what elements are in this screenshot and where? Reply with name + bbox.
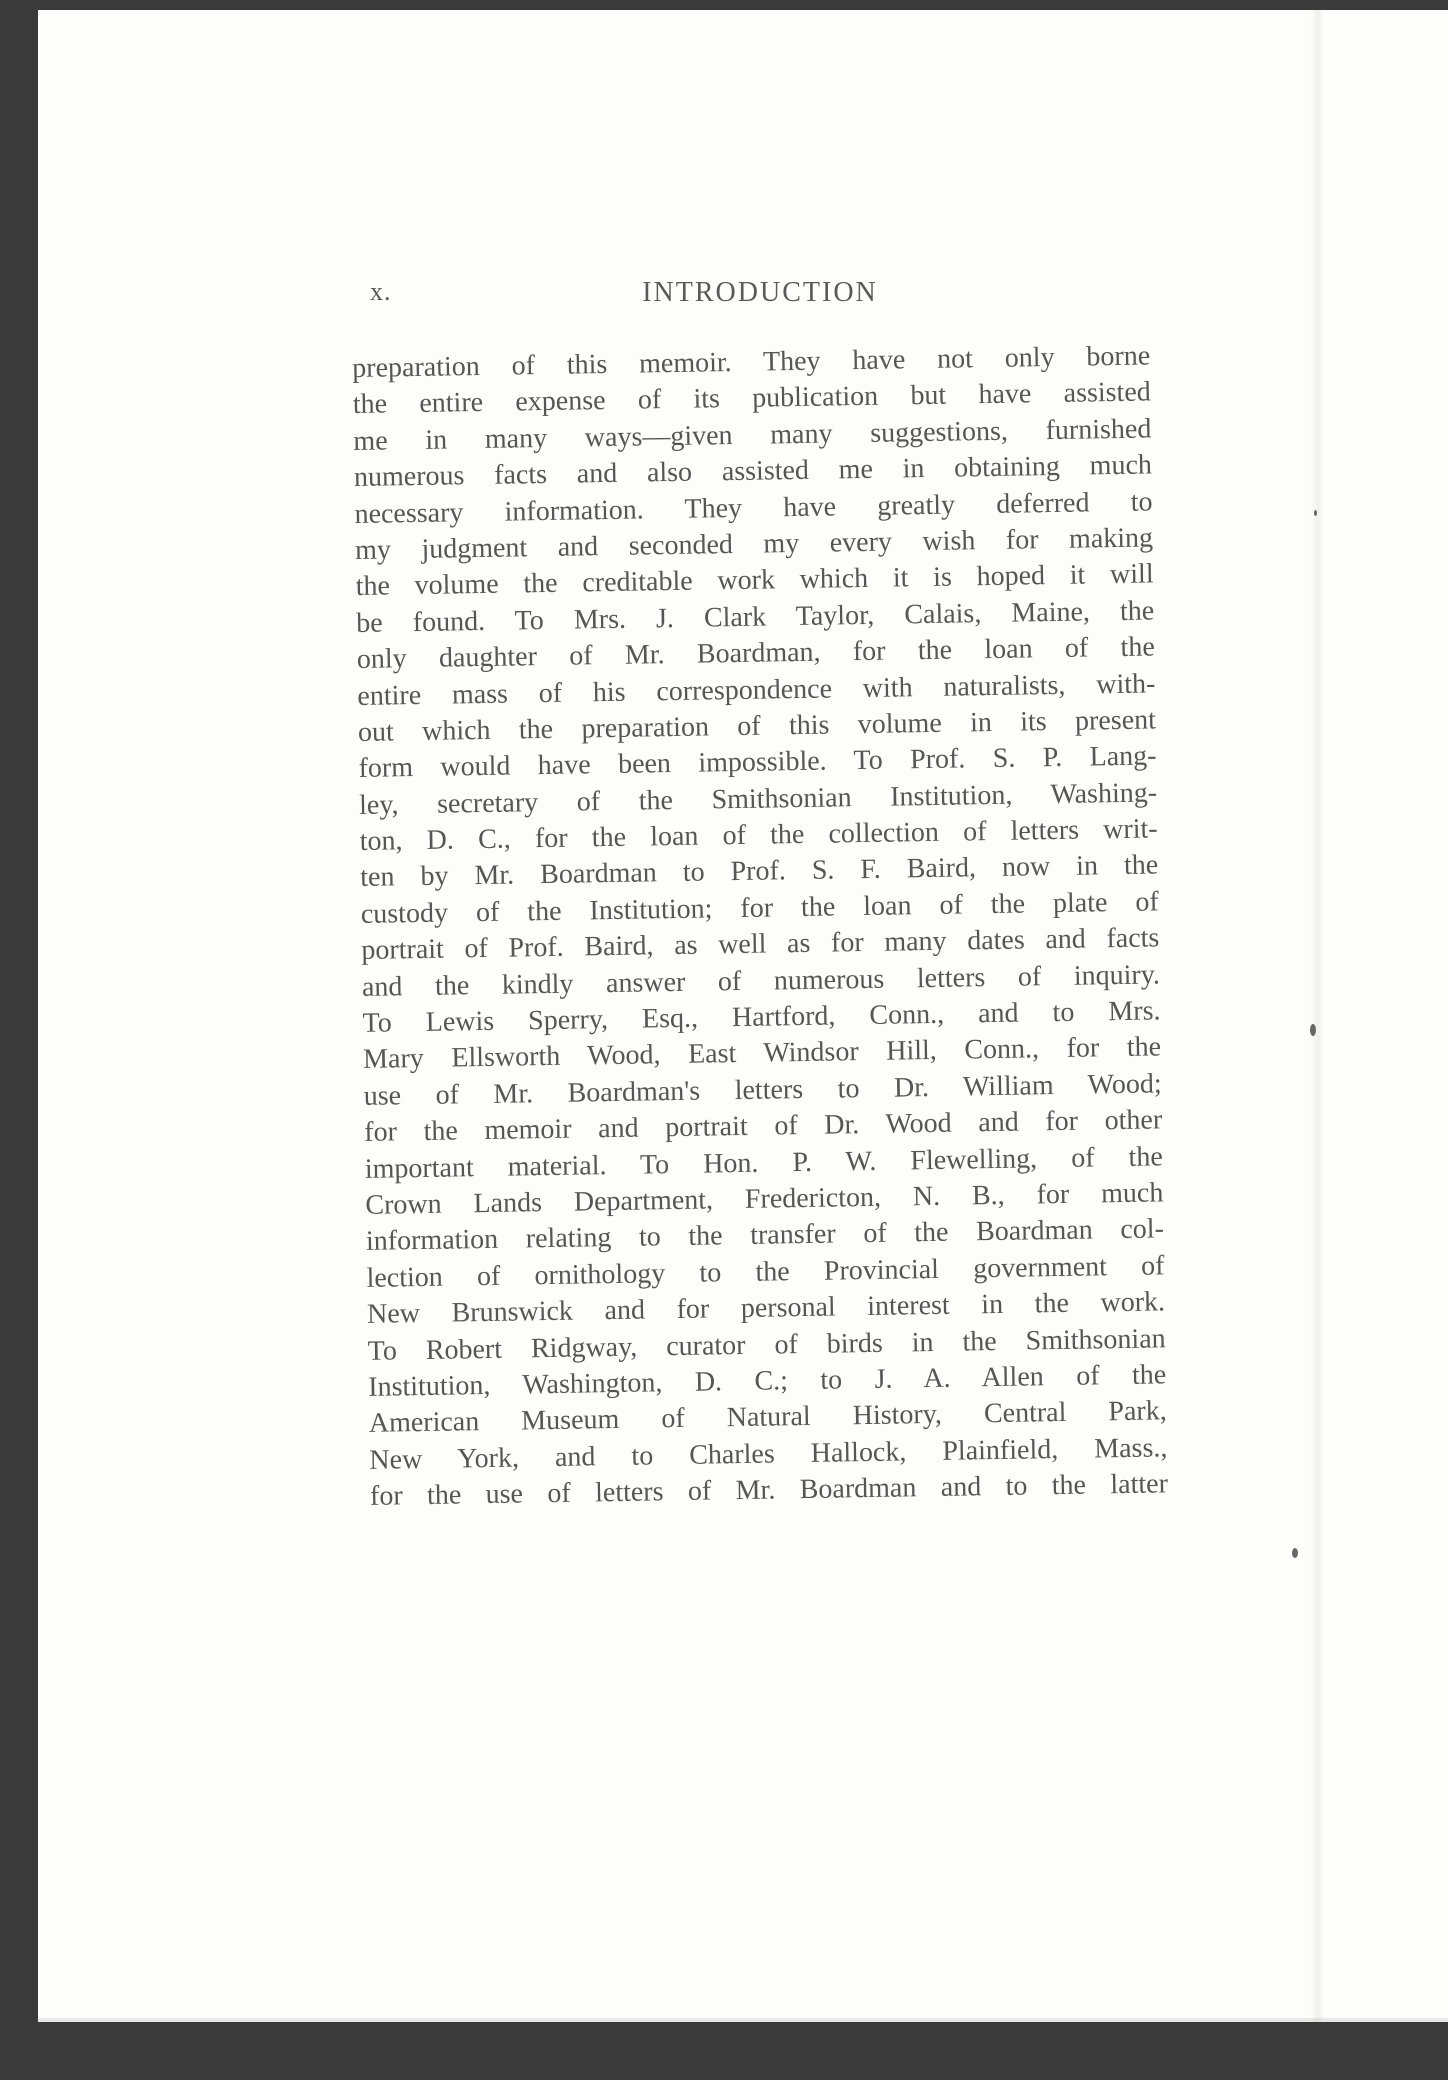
- text-line: Institution, Washington, D. C.; to J. A. Allen of the: [368, 1359, 1167, 1403]
- text-line: ton, D. C., for the loan of the collection of letters writ-: [359, 813, 1158, 858]
- text-line: ley, secretary of the Smithsonian Institution, Washing-: [358, 777, 1158, 821]
- text-line: New Brunswick and for personal interest in the work.: [366, 1286, 1166, 1331]
- page-bottom-edge: [38, 2018, 1448, 2022]
- text-line: To Lewis Sperry, Esq., Hartford, Conn., and to Mrs.: [362, 995, 1161, 1039]
- page-number: x.: [370, 277, 392, 306]
- text-line: preparation of this memoir. They have not only borne: [352, 340, 1151, 384]
- text-line: my judgment and seconded my every wish for making: [354, 522, 1154, 566]
- text-line: important material. To Hon. P. W. Flewelling, of the: [364, 1140, 1163, 1185]
- text-line: Crown Lands Department, Fredericton, N. B., for much: [365, 1177, 1164, 1221]
- text-line: custody of the Institution; for the loan of the plate of: [360, 886, 1159, 930]
- text-line: information relating to the transfer of the Boardman col-: [365, 1213, 1165, 1258]
- text-line: the entire expense of its publication but have assisted: [352, 376, 1151, 421]
- text-line: lection of ornithology to the Provincial government of: [366, 1250, 1165, 1294]
- text-line: me in many ways—given many suggestions, furnished: [353, 413, 1152, 457]
- text-line: and the kindly answer of numerous letters of inquiry.: [361, 959, 1161, 1003]
- page-fold-shadow: [1310, 10, 1324, 2022]
- running-head: [370, 277, 1150, 317]
- text-line: necessary information. They have greatly deferred to: [354, 486, 1153, 530]
- text-line: only daughter of Mr. Boardman, for the loan of the: [356, 631, 1155, 676]
- body-text: [352, 338, 1168, 1515]
- text-line: be found. To Mrs. J. Clark Taylor, Calais, Maine, the: [356, 595, 1155, 639]
- text-line: numerous facts and also assisted me in obtaining much: [353, 449, 1153, 494]
- text-line: form would have been impossible. To Prof. S. P. Lang-: [358, 740, 1157, 785]
- scan-speck: [1314, 510, 1317, 516]
- text-line: for the memoir and portrait of Dr. Wood and for other: [364, 1104, 1163, 1149]
- scan-speck: [1310, 1024, 1316, 1036]
- text-line: American Museum of Natural History, Central Park,: [368, 1395, 1167, 1440]
- text-line: Mary Ellsworth Wood, East Windsor Hill, Conn., for the: [362, 1031, 1162, 1076]
- scan-speck: [1292, 1548, 1298, 1558]
- text-line: New York, and to Charles Hallock, Plainfield, Mass.,: [369, 1432, 1168, 1476]
- book-page: [38, 10, 1448, 2022]
- text-line: entire mass of his correspondence with naturalists, with-: [357, 667, 1156, 712]
- running-head-title: INTRODUCTION: [642, 277, 878, 308]
- text-line: use of Mr. Boardman's letters to Dr. William Wood;: [363, 1068, 1162, 1112]
- text-line: for the use of letters of Mr. Boardman and to the latter: [369, 1468, 1169, 1512]
- text-line: ten by Mr. Boardman to Prof. S. F. Baird, now in the: [360, 849, 1159, 894]
- text-line: portrait of Prof. Baird, as well as for many dates and facts: [361, 922, 1160, 967]
- text-line: out which the preparation of this volume in its present: [357, 704, 1157, 748]
- text-line: the volume the creditable work which it is hoped it will: [355, 558, 1154, 603]
- text-line: To Robert Ridgway, curator of birds in the Smithsonian: [367, 1322, 1166, 1367]
